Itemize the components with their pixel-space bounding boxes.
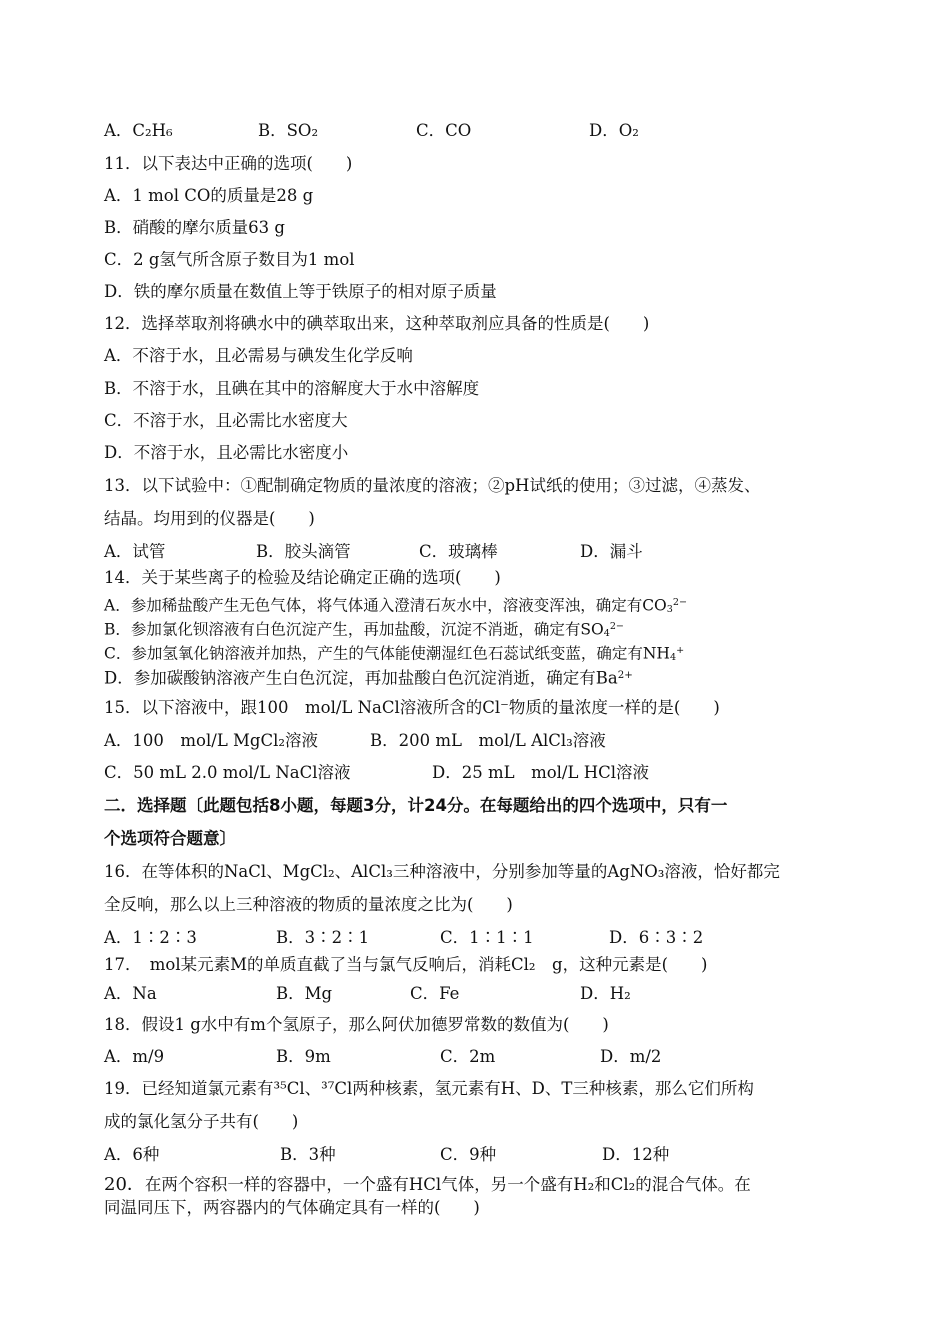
q18-stem: 18．假设1 g水中有m个氢原子，那么阿伏加德罗常数的数值为( ) xyxy=(104,1015,609,1034)
q14-stem: 14．关于某些离子的检验及结论确定正确的选项( ) xyxy=(104,568,501,587)
q11-option-b: B．硝酸的摩尔质量63 g xyxy=(104,218,285,237)
q10-option-b: B．SO₂ xyxy=(258,121,319,140)
q11-option-c: C．2 g氢气所含原子数目为1 mol xyxy=(104,250,355,269)
q20-stem-line2: 同温同压下，两容器内的气体确定具有一样的( ) xyxy=(104,1198,480,1217)
q19-stem-line2: 成的氯化氢分子共有( ) xyxy=(104,1112,299,1131)
q10-option-d: D．O₂ xyxy=(589,121,639,140)
q17-option-b: B．Mg xyxy=(276,984,333,1003)
q12-option-d: D．不溶于水，且必需比水密度小 xyxy=(104,443,349,462)
q12-option-b: B．不溶于水，且碘在其中的溶解度大于水中溶解度 xyxy=(104,379,480,398)
q15-option-d: D．25 mL mol/L HCl溶液 xyxy=(432,763,649,782)
q19-option-c: C．9种 xyxy=(440,1145,497,1164)
q12-option-c: C．不溶于水，且必需比水密度大 xyxy=(104,411,348,430)
q15-stem: 15．以下溶液中，跟100 mol/L NaCl溶液所含的Cl⁻物质的量浓度一样的是( ) xyxy=(104,698,720,717)
q11-option-d: D．铁的摩尔质量在数值上等于铁原子的相对原子质量 xyxy=(104,282,497,301)
q16-option-d: D．6∶3∶2 xyxy=(609,928,704,947)
q10-option-c: C．CO xyxy=(416,121,472,140)
q17-option-a: A．Na xyxy=(104,984,157,1003)
q15-option-b: B．200 mL mol/L AlCl₃溶液 xyxy=(370,731,606,750)
q14-option-d: D．参加碳酸钠溶液产生白色沉淀，再加盐酸白色沉淀消逝，确定有$Ba^{2+}$ xyxy=(104,668,633,688)
q18-option-b: B．9m xyxy=(276,1047,331,1066)
q11-option-a: A．1 mol CO的质量是28 g xyxy=(104,186,314,205)
q17-option-d: D．H₂ xyxy=(580,984,631,1003)
section2-heading-line2: 个选项符合题意〕 xyxy=(104,829,236,848)
section2-heading-line1: 二．选择题〔此题包括8小题，每题3分，计24分。在每题给出的四个选项中，只有一 xyxy=(104,796,728,815)
q19-option-d: D．12种 xyxy=(602,1145,670,1164)
q17-stem: 17． mol某元素M的单质直截了当与氯气反响后，消耗Cl₂ g，这种元素是( ) xyxy=(104,955,708,974)
q18-option-a: A．m/9 xyxy=(104,1047,165,1066)
q20-stem-line1: 20．在两个容积一样的容器中，一个盛有HCl气体，另一个盛有H₂和Cl₂的混合气体。在 xyxy=(104,1174,751,1195)
q14-option-a: A．参加稀盐酸产生无色气体，将气体通入澄清石灰水中，溶液变浑浊，确定有$CO_3^{2-}$ xyxy=(104,596,688,616)
q16-option-b: B．3∶2∶1 xyxy=(276,928,370,947)
q15-option-c: C．50 mL 2.0 mol/L NaCl溶液 xyxy=(104,763,351,782)
q13-option-a: A．试管 xyxy=(104,542,166,561)
q13-option-b: B．胶头滴管 xyxy=(256,542,351,561)
q11-stem: 11．以下表达中正确的选项( ) xyxy=(104,154,353,173)
q17-option-c: C．Fe xyxy=(410,984,460,1003)
q13-option-d: D．漏斗 xyxy=(580,542,643,561)
q19-option-a: A．6种 xyxy=(104,1145,160,1164)
q16-stem-line2: 全反响，那么以上三种溶液的物质的量浓度之比为( ) xyxy=(104,895,513,914)
q14-option-b: B．参加氯化钡溶液有白色沉淀产生，再加盐酸，沉淀不消逝，确定有$SO_4^{2-}$ xyxy=(104,620,624,640)
q10-option-a: A．C₂H₆ xyxy=(104,121,173,140)
q16-option-a: A．1∶2∶3 xyxy=(104,928,197,947)
q13-stem-line1: 13．以下试验中：①配制确定物质的量浓度的溶液；②pH试纸的使用；③过滤，④蒸发、 xyxy=(104,476,761,495)
q13-stem-line2: 结晶。均用到的仪器是( ) xyxy=(104,509,315,528)
q16-stem-line1: 16．在等体积的NaCl、MgCl₂、AlCl₃三种溶液中，分别参加等量的AgNO₃溶液，恰好都完 xyxy=(104,862,780,881)
q13-option-c: C．玻璃棒 xyxy=(419,542,498,561)
q19-option-b: B．3种 xyxy=(280,1145,336,1164)
q12-option-a: A．不溶于水，且必需易与碘发生化学反响 xyxy=(104,346,413,365)
q18-option-d: D．m/2 xyxy=(600,1047,662,1066)
q14-option-c: C．参加氢氧化钠溶液并加热，产生的气体能使潮湿红色石蕊试纸变蓝，确定有$NH_4^+$ xyxy=(104,644,685,664)
q19-stem-line1: 19．已经知道氯元素有³⁵Cl、³⁷Cl两种核素，氢元素有H、D、T三种核素，那么它们所构 xyxy=(104,1079,754,1098)
q18-option-c: C．2m xyxy=(440,1047,496,1066)
q15-option-a: A．100 mol/L MgCl₂溶液 xyxy=(104,731,319,750)
q12-stem: 12．选择萃取剂将碘水中的碘萃取出来，这种萃取剂应具备的性质是( ) xyxy=(104,314,650,333)
q16-option-c: C．1∶1∶1 xyxy=(440,928,534,947)
